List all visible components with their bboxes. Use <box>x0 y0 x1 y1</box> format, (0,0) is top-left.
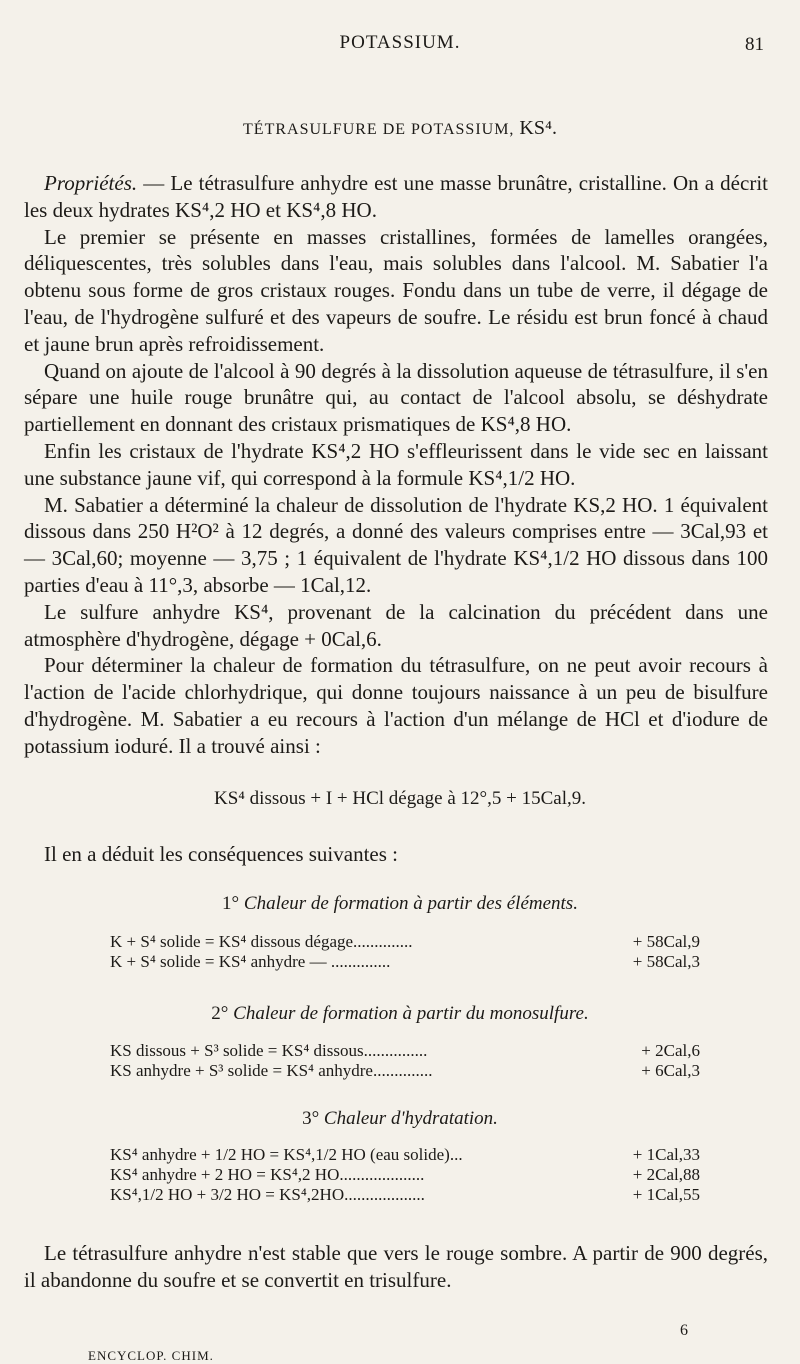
equation-table-1 <box>110 932 700 972</box>
equation-text: KS dissous + S³ solide = KS⁴ dissous............... <box>110 1041 428 1060</box>
paragraph: M. Sabatier a déterminé la chaleur de dissolution de l'hydrate KS,2 HO. 1 équivalent dissous dans 250 H²O² à 12 degrés, a donné des valeurs comprises entre — 3Cal,93 et — 3Cal,60; moyenne — 3,75 ; 1 équivalent de l'hydrate KS⁴,1/2 HO dissous dans 100 parties d'eau à 11°,3, absorbe — 1Cal,12. <box>24 492 768 597</box>
paragraph: Enfin les cristaux de l'hydrate KS⁴,2 HO s'effleurissent dans le vide sec en laissant une substance jaune vif, qui correspond à la formule KS⁴,1/2 HO. <box>24 438 768 490</box>
equation-value: + 2Cal,6 <box>641 1041 700 1060</box>
running-header <box>0 32 800 56</box>
equation-row <box>110 1041 700 1061</box>
equation-row <box>110 932 700 952</box>
closing-text <box>24 1240 768 1294</box>
section-title <box>0 117 800 140</box>
group-heading-number: 1° <box>222 893 244 914</box>
equation-row <box>110 1145 700 1165</box>
paragraph-lead: Propriétés. <box>44 171 138 195</box>
sheet-number: 6 <box>680 1322 688 1339</box>
equation-text: K + S⁴ solide = KS⁴ anhydre — .............. <box>110 952 391 971</box>
equation-row <box>110 952 700 972</box>
equation-value: + 58Cal,3 <box>632 952 700 971</box>
paragraph: Le premier se présente en masses cristallines, formées de lamelles orangées, déliquescentes, très solubles dans l'eau, mais solubles dans l'alcool. M. Sabatier l'a obtenu sous forme de gros cristaux rouges. Fondu dans un tube de verre, il dégage de l'eau, de l'hydrogène sulfuré et des vapeurs de soufre. Le résidu est brun foncé à chaud et jaune brun après refroidissement. <box>24 224 768 356</box>
running-title: POTASSIUM. <box>339 32 461 53</box>
equation-value: + 6Cal,3 <box>641 1061 700 1080</box>
group-heading-text: Chaleur de formation à partir des éléments. <box>243 893 578 914</box>
group-heading-number: 2° <box>211 1003 234 1024</box>
paragraph: Le sulfure anhydre KS⁴, provenant de la calcination du précédent dans une atmosphère d'hydrogène, dégage + 0Cal,6. <box>24 599 768 651</box>
group-heading-text: Chaleur de formation à partir du monosulfure. <box>233 1003 589 1024</box>
paragraph-text: — Le tétrasulfure anhydre est une masse brunâtre, cristalline. On a décrit les deux hydrates KS⁴,2 HO et KS⁴,8 HO. <box>24 171 768 222</box>
body-text <box>24 170 768 760</box>
equation-value: + 58Cal,9 <box>632 932 700 951</box>
paragraph-properties <box>24 170 768 224</box>
printer-signature: ENCYCLOP. CHIM. <box>88 1348 214 1363</box>
equation-row <box>110 1165 700 1185</box>
equation-text: KS⁴,1/2 HO + 3/2 HO = KS⁴,2HO................... <box>110 1185 425 1204</box>
paragraph: Pour déterminer la chaleur de formation du tétrasulfure, on ne peut avoir recours à l'action de l'acide chlorhydrique, qui donne toujours naissance à un peu de bisulfure d'hydrogène. M. Sabatier a eu recours à l'action d'un mélange de HCl et d'iodure de potassium ioduré. Il a trouvé ainsi : <box>24 653 768 758</box>
group-heading-text: Chaleur d'hydratation. <box>323 1108 498 1129</box>
equation-row <box>110 1185 700 1205</box>
equation-text: K + S⁴ solide = KS⁴ dissous dégage.............. <box>110 932 413 951</box>
equation-text: KS⁴ anhydre + 2 HO = KS⁴,2 HO.................... <box>110 1165 425 1184</box>
paragraph: Quand on ajoute de l'alcool à 90 degrés à la dissolution aqueuse de tétrasulfure, il s'en sépare une huile rouge brunâtre qui, au contact de l'alcool absolu, se déshydrate partiellement en donnant des cristaux prismatiques de KS⁴,8 HO. <box>24 358 768 437</box>
equation-row <box>110 1061 700 1081</box>
equation-text: KS anhydre + S³ solide = KS⁴ anhydre.............. <box>110 1061 433 1080</box>
equation-value: + 2Cal,88 <box>632 1165 700 1184</box>
consequence-line: Il en a déduit les conséquences suivantes : <box>44 842 398 866</box>
group-heading-3 <box>0 1108 800 1130</box>
equation-value: + 1Cal,55 <box>632 1185 700 1204</box>
equation-table-2 <box>110 1041 700 1081</box>
group-heading-2 <box>0 1003 800 1025</box>
closing-paragraph: Le tétrasulfure anhydre n'est stable que vers le rouge sombre. A partir de 900 degrés, il abandonne du soufre et se convertit en trisulfure. <box>24 1241 768 1292</box>
equation-table-3 <box>110 1145 700 1205</box>
group-heading-number: 3° <box>302 1108 324 1129</box>
equation-value: + 1Cal,33 <box>632 1145 700 1164</box>
group-heading-1 <box>0 893 800 915</box>
equation-text: KS⁴ anhydre + 1/2 HO = KS⁴,1/2 HO (eau solide)... <box>110 1145 463 1164</box>
page-number: 81 <box>745 34 764 55</box>
section-title-text: TÉTRASULFURE DE POTASSIUM, <box>243 121 520 138</box>
main-equation: KS⁴ dissous + I + HCl dégage à 12°,5 + 15Cal,9. <box>214 788 586 809</box>
section-title-formula: KS⁴. <box>519 117 557 139</box>
